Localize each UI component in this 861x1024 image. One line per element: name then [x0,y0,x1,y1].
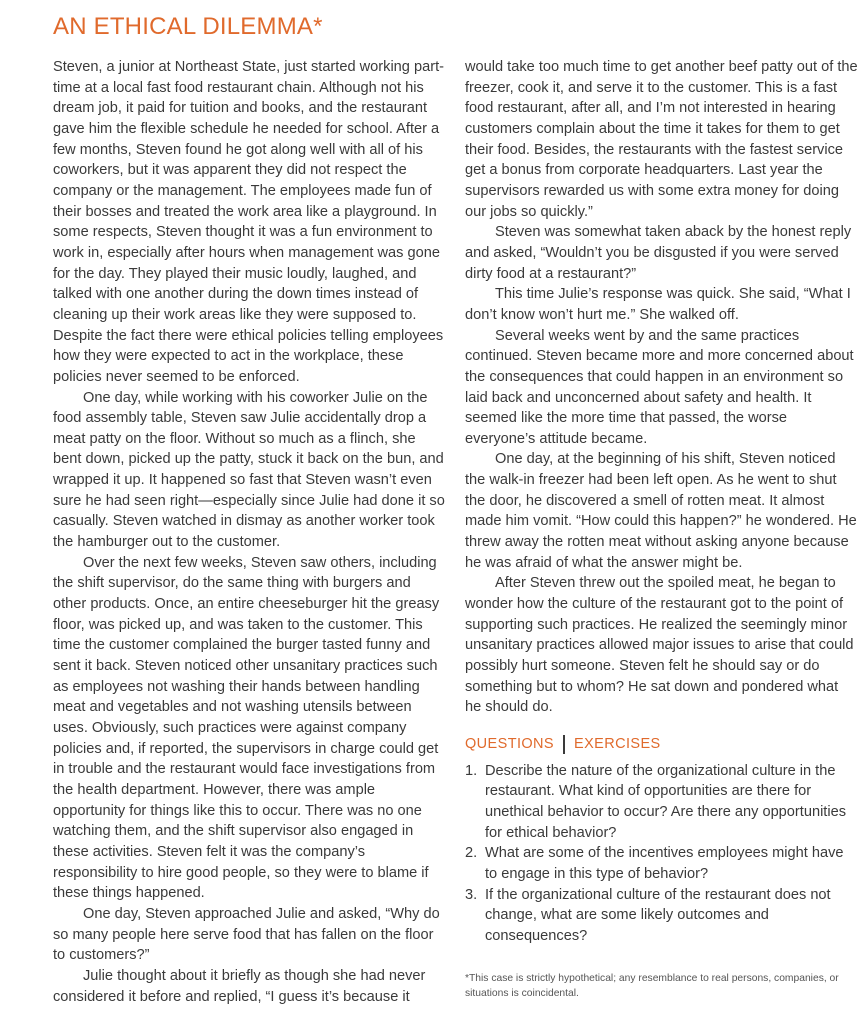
right-column [465,57,858,947]
questions-exercises-heading [465,734,858,755]
question-number: 2. [465,845,478,862]
paragraph: This time Julie’s response was quick. She said, “What I don’t know won’t hurt me.” She walked off. [465,286,851,323]
questions-list [465,761,858,947]
paragraph: Over the next few weeks, Steven saw others, including the shift supervisor, do the same thing with burgers and other products. Once, an entire cheeseburger hit the greasy floor, was picked up, and was taken to the customer. This time the customer complained the burger tasted funny and sent it back. Steven noticed other unsanitary practices such as employees not washing their hands between handling meat and vegetables and not washing utensils between uses. Obviously, such practices were against company policies and, if reported, the supervisors in charge could get in trouble and the restaurant would face investigations from the health department. However, there was ample opportunity for things like this to occur. There was no one watching them, and the shift supervisor also engaged in these activities. Steven felt it was the company’s responsibility to hire good people, so they were to blame if these things happened. [53,554,440,902]
page-title: AN ETHICAL DILEMMA* [53,13,323,40]
list-item [465,843,858,884]
paragraph: One day, while working with his coworker Julie on the food assembly table, Steven saw Julie accidentally drop a meat patty on the floor. Without so much as a flinch, she bent down, picked up the patty, stuck it back on the bun, and wrapped it up. It happened so fast that Steven wasn’t even sure he had seen right—especially since Julie had done it so casually. Steven watched in dismay as another worker took the hamburger out to the customer. [53,389,445,551]
paragraph: After Steven threw out the spoiled meat, he began to wonder how the culture of the restaurant got to the point of supporting such practices. He realized the seemingly minor unsanitary practices allowed major issues to arise that could possibly hurt someone. Steven felt he should say or do something but to whom? He sat down and pondered what he should do. [465,575,854,716]
question-text: Describe the nature of the organizational culture in the restaurant. What kind of opportunities are there for unethical behavior to occur? Are there any opportunities for ethical behavior? [485,762,847,841]
question-text: If the organizational culture of the restaurant does not change, what are some likely outcomes and consequences? [485,886,831,944]
paragraph: One day, at the beginning of his shift, Steven noticed the walk-in freezer had been left open. As he went to shut the door, he discovered a smell of rotten meat. It almost made him vomit. “How could this happen?” he wondered. He threw away the rotten meat without asking anyone because he was afraid of what the answer might be. [465,451,857,571]
question-text: What are some of the incentives employees might have to engage in this type of behavior? [485,845,844,882]
list-item [465,885,858,947]
paragraph: Steven was somewhat taken aback by the honest reply and asked, “Wouldn’t you be disgusted if you were served dirty food at a restaurant?” [465,224,852,282]
questions-label: QUESTIONS [465,736,554,752]
paragraph: Several weeks went by and the same practices continued. Steven became more and more concerned about the consequences that could happen in an environment so laid back and unconcerned about safety and health. It seemed like the more time that passed, the worse everyone’s attitude became. [465,327,854,447]
question-number: 3. [465,886,478,903]
paragraph: Julie thought about it briefly as though she had never considered it before and replied, “I guess it’s because it [53,967,426,1005]
paragraph: would take too much time to get another beef patty out of the freezer, cook it, and serve it to the customer. This is a fast food restaurant, after all, and I’m not interested in hearing customers complain about the time it takes for them to get their food. Besides, the restaurants with the fastest service get a bonus from corporate headquarters. Last year the supervisors rewarded us with some extra money for doing our jobs so quickly.” [465,59,858,220]
left-column [53,57,445,1007]
paragraph: Steven, a junior at Northeast State, just started working part-time at a local fast food restaurant chain. Although not his dream job, it paid for tuition and books, and the restaurant gave him the flexible schedule he needed for school. After a few months, Steven found he got along well with all of his coworkers, but it was apparent they did not respect the company or the management. The employees made fun of their bosses and treated the work area like a playground. In some respects, Steven thought it was a fun environment to work in, especially after hours when management was gone for the day. They played their music loudly, laughed, and talked with one another during the down times instead of cleaning up their work areas like they were supposed to. Despite the fact there were ethical policies telling employees how they were expected to act in the workplace, these policies never seemed to be enforced. [53,59,444,385]
exercises-label: EXERCISES [574,736,661,752]
list-item [465,761,858,844]
heading-divider [563,735,565,754]
footnote: *This case is strictly hypothetical; any resemblance to real persons, companies, or situations is coincidental. [465,973,839,999]
question-number: 1. [465,762,478,779]
paragraph: One day, Steven approached Julie and asked, “Why do so many people here serve food that has fallen on the floor to customers?” [53,905,440,964]
